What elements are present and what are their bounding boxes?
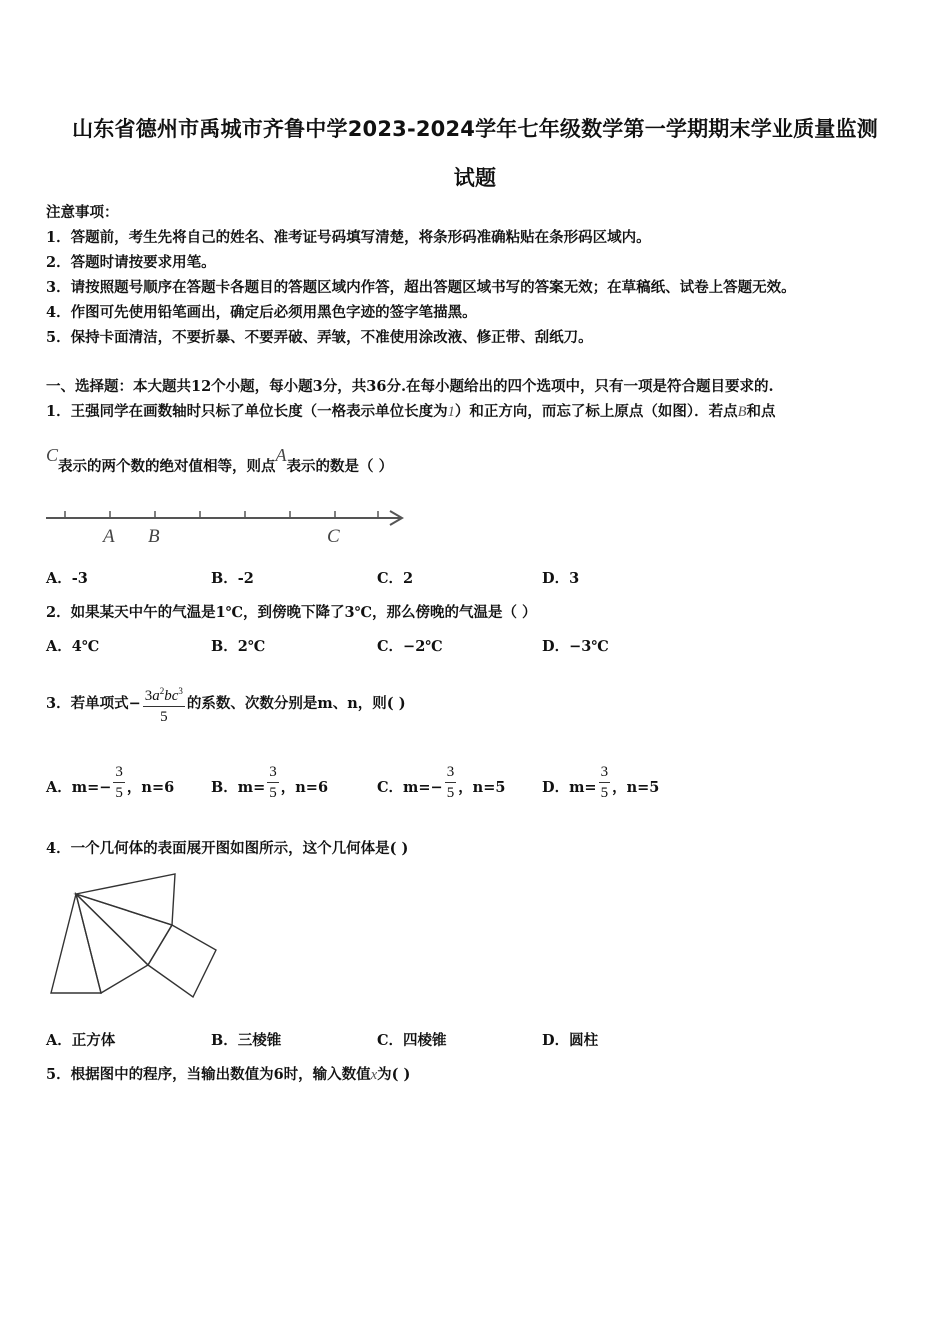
number-line-figure [40, 498, 410, 553]
solid-net-figure [44, 868, 224, 1000]
net-triangle-top [76, 874, 175, 925]
q1-option-d[interactable]: D．3 [542, 570, 580, 587]
notice-item: 5．保持卡面清洁，不要折暴、不要弄破、弄皱，不准使用涂改液、修正带、刮纸刀。 [46, 329, 593, 346]
q4-option-b[interactable]: B．三棱锥 [211, 1032, 282, 1049]
question-4-text: 4．一个几何体的表面展开图如图所示，这个几何体是( ) [46, 840, 409, 857]
question-1-text: 1．王强同学在画数轴时只标了单位长度（一格表示单位长度为1）和正方向，而忘了标上原点（如图）．若点B和点 [46, 403, 776, 420]
section-heading: 一、选择题：本大题共12个小题，每小题3分，共36分.在每小题给出的四个选项中，只有一项是符合题目要求的. [46, 378, 774, 395]
q2-option-d[interactable]: D．−3℃ [542, 638, 609, 655]
page-title-continued: 试题 [453, 166, 497, 190]
unit-value: 1 [447, 404, 455, 420]
q2-option-c[interactable]: C．−2℃ [377, 638, 443, 655]
notice-heading: 注意事项： [46, 204, 119, 221]
axis-label-b: B [148, 526, 160, 547]
q1-option-a[interactable]: A．-3 [46, 570, 88, 587]
question-5-text: 5．根据图中的程序，当输出数值为6时，输入数值x为( ) [46, 1066, 411, 1083]
var-a: A [275, 445, 287, 465]
question-2-text: 2．如果某天中午的气温是1℃，到傍晚下降了3℃，那么傍晚的气温是（ ） [46, 604, 537, 621]
q3-option-c[interactable]: C．m=− $\frac{3}{5}$ ，n=5 [377, 763, 506, 801]
net-triangle-lower [76, 894, 148, 993]
q4-option-a[interactable]: A．正方体 [46, 1032, 116, 1049]
q3-option-a[interactable]: A．m=− $\frac{3}{5}$ ，n=6 [46, 763, 175, 801]
net-triangle-left [51, 894, 101, 993]
axis-label-c: C [327, 526, 340, 547]
question-3-text: 3．若单项式− $\frac{3a^2bc^3}{5}$ 的系数、次数分别是m、n，则( ) [46, 676, 406, 732]
q3-option-d[interactable]: D．m= $\frac{3}{5}$ ，n=5 [542, 763, 660, 801]
q4-option-c[interactable]: C．四棱锥 [377, 1032, 447, 1049]
q2-option-a[interactable]: A．4℃ [46, 638, 100, 655]
q1-option-c[interactable]: C．2 [377, 570, 414, 587]
var-b: B [737, 404, 747, 420]
notice-item: 4．作图可先使用铅笔画出，确定后必须用黑色字迹的签字笔描黑。 [46, 304, 477, 321]
q2-option-b[interactable]: B．2℃ [211, 638, 266, 655]
question-1-text-cont: C表示的两个数的绝对值相等，则点A表示的数是（ ） [46, 445, 394, 475]
var-x: x [370, 1067, 378, 1083]
q4-option-d[interactable]: D．圆柱 [542, 1032, 599, 1049]
var-c: C [46, 445, 59, 465]
net-square-base [148, 925, 216, 997]
notice-item: 2．答题时请按要求用笔。 [46, 254, 216, 271]
notice-item: 3．请按照题号顺序在答题卡各题目的答题区域内作答，超出答题区域书写的答案无效；在草稿纸、试卷上答题无效。 [46, 279, 796, 296]
q3-option-b[interactable]: B．m= $\frac{3}{5}$ ，n=6 [211, 763, 329, 801]
monomial-fraction: $\frac{3a^2bc^3}{5}$ [144, 686, 183, 725]
page-title: 山东省德州市禹城市齐鲁中学2023-2024学年七年级数学第一学期期末学业质量监测 [72, 117, 878, 141]
notice-item: 1．答题前，考生先将自己的姓名、准考证号码填写清楚，将条形码准确粘贴在条形码区域内。 [46, 229, 651, 246]
axis-label-a: A [103, 526, 115, 547]
net-triangle-middle [76, 894, 172, 965]
q1-option-b[interactable]: B．-2 [211, 570, 254, 587]
